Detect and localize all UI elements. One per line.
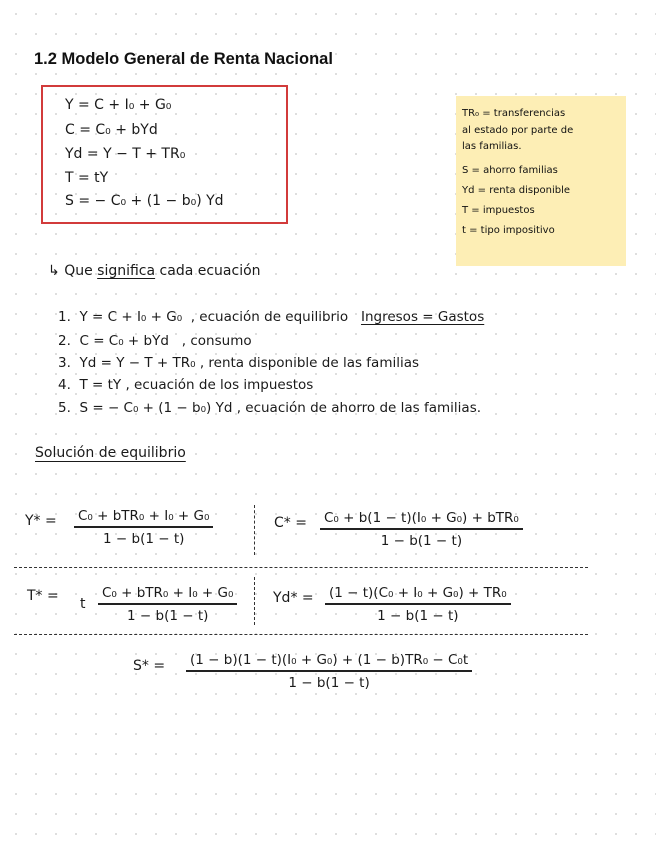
s-star-denominator: 1 − b(1 − t) [288,674,370,691]
list-equation: C = C₀ + bYd [79,333,169,349]
list-number: 4. [58,377,71,393]
yd-star-lhs: Yd* = [273,590,314,606]
return-arrow-icon: ↳ [48,263,60,279]
list-item [58,400,481,416]
model-equation: C = C₀ + bYd [65,122,158,138]
list-item [58,355,419,371]
c-star-fraction [320,510,523,549]
note-line: T = impuestos [462,205,535,216]
solution-heading: Solución de equilibrio [35,445,186,461]
t-star-fraction [98,585,237,624]
c-star-denominator: 1 − b(1 − t) [380,532,463,549]
c-star-numerator: C₀ + b(1 − t)(I₀ + G₀) + bTR₀ [324,510,519,526]
s-star-numerator: (1 − b)(1 − t)(I₀ + G₀) + (1 − b)TR₀ − C₀t [190,652,469,668]
list-item [58,309,484,325]
note-line: t = tipo impositivo [462,225,555,236]
horizontal-divider [14,634,588,635]
y-star-fraction [74,508,213,547]
t-star-denominator: 1 − b(1 − t) [127,607,209,624]
note-line: TR₀ = transferencias [462,108,566,119]
sticky-note [456,96,626,266]
list-equation: T = tY [79,377,122,393]
list-description: , ecuación de ahorro de las familias. [236,400,482,416]
yd-star-numerator: (1 − t)(C₀ + I₀ + G₀) + TR₀ [329,585,507,601]
question-heading [48,263,261,279]
model-equation: T = tY [65,170,109,186]
horizontal-divider [14,567,588,568]
list-description: , renta disponible de las familias [199,355,420,371]
s-star-lhs: S* = [133,658,166,674]
list-extra: Ingresos = Gastos [360,309,485,325]
y-star-lhs: Y* = [25,513,57,529]
question-rest: cada ecuación [159,263,261,279]
yd-star-denominator: 1 − b(1 − t) [377,607,459,624]
list-number: 5. [58,400,71,416]
page-title: 1.2 Modelo General de Renta Nacional [34,50,333,68]
note-line: S = ahorro familias [462,165,558,176]
note-line: Yd = renta disponible [462,185,570,196]
c-star-lhs: C* = [274,515,307,531]
vertical-divider [254,505,255,555]
list-item [58,377,313,393]
yd-star-fraction [325,585,511,624]
t-star-coefficient: t [80,596,86,612]
list-equation: Y = C + I₀ + G₀ [79,309,183,325]
note-line: las familias. [462,141,522,152]
list-number: 3. [58,355,71,371]
list-number: 1. [58,309,71,325]
list-item [58,333,252,349]
y-star-denominator: 1 − b(1 − t) [103,530,185,547]
list-description: , ecuación de los impuestos [125,377,314,393]
t-star-numerator: C₀ + bTR₀ + I₀ + G₀ [102,585,234,601]
t-star-lhs: T* = [27,588,59,604]
question-underlined-word: significa [97,263,156,279]
list-equation: S = − C₀ + (1 − b₀) Yd [79,400,233,416]
model-equation: Yd = Y − T + TR₀ [65,146,186,162]
model-equation: Y = C + I₀ + G₀ [65,97,172,113]
list-description: , ecuación de equilibrio [190,309,349,325]
list-description: , consumo [181,333,252,349]
s-star-fraction [186,652,472,691]
question-word: Que [64,263,93,279]
vertical-divider [254,577,255,625]
model-equations-box [41,85,288,224]
list-equation: Yd = Y − T + TR₀ [79,355,196,371]
list-number: 2. [58,333,71,349]
model-equation: S = − C₀ + (1 − b₀) Yd [65,193,224,209]
note-line: al estado por parte de [462,125,574,136]
y-star-numerator: C₀ + bTR₀ + I₀ + G₀ [78,508,210,524]
